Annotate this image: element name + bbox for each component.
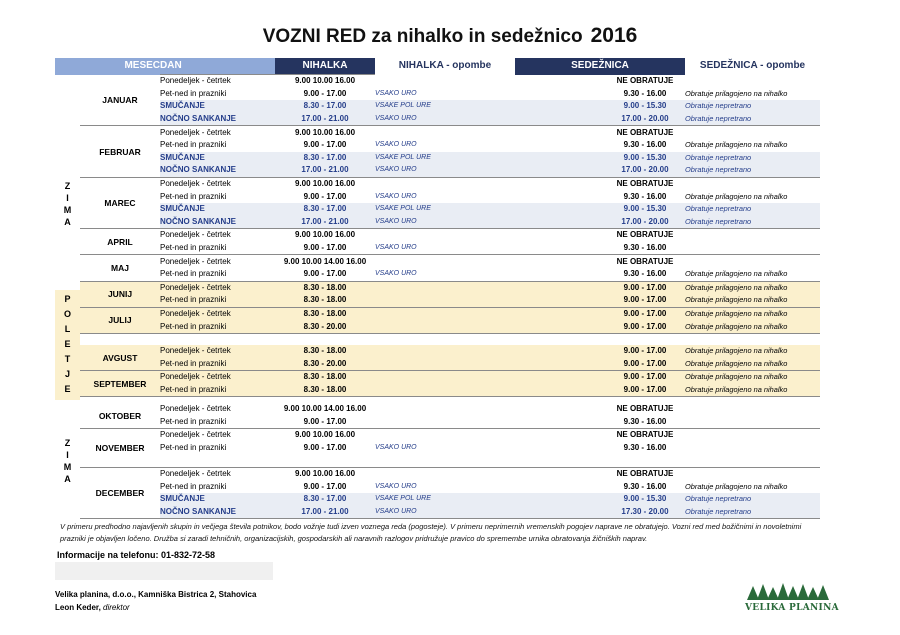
- season-letter: I: [66, 192, 69, 203]
- table-row: [55, 384, 820, 397]
- sedeznica-time: 9.30 - 16.00: [623, 481, 667, 491]
- title-year: 2016: [590, 24, 638, 47]
- sedeznica-time: 9.30 - 16.00: [623, 88, 667, 98]
- mountain-logo-icon: [745, 578, 835, 620]
- title-text: VOZNI RED za nihalko in sedežnico: [262, 26, 583, 47]
- day-label: Pet-ned in prazniki: [160, 320, 275, 333]
- day-label: Pet-ned in prazniki: [160, 88, 227, 98]
- table-row: [55, 152, 820, 165]
- day-label: Ponedeljek - četrtek: [160, 371, 275, 384]
- nihalka-time: 8.30 - 18.00: [275, 294, 375, 307]
- company-name: Velika planina, d.o.o., Kamniška Bistrica 2, Stahovica: [55, 590, 257, 599]
- table-row: [55, 113, 820, 126]
- month-december: DECEMBER: [80, 467, 160, 518]
- nihalka-note: VSAKO URO: [375, 89, 417, 97]
- nihalka-time: 9.00 - 17.00: [303, 443, 347, 453]
- day-label: Pet-ned in prazniki: [160, 268, 275, 281]
- table-row: [55, 481, 820, 494]
- table-row: [55, 467, 820, 480]
- day-label: Ponedeljek - četrtek: [160, 75, 275, 88]
- nihalka-time: 8.30 - 17.00: [275, 203, 375, 216]
- month-oktober: OKTOBER: [80, 403, 160, 429]
- season-letter: I: [66, 449, 69, 460]
- table-row: [55, 229, 820, 242]
- sedeznica-note: Obratuje prilagojeno na nihalko: [685, 320, 820, 333]
- sedeznica-time: 9.00 - 17.00: [605, 281, 685, 294]
- table-row: [55, 190, 820, 203]
- nihalka-time: 8.30 - 18.00: [275, 281, 375, 294]
- season-letter: T: [64, 354, 71, 364]
- table-row: [55, 216, 820, 229]
- nihalka-time: 8.30 - 18.00: [275, 345, 375, 358]
- season-letter: A: [64, 473, 71, 484]
- sedeznica-note: Obratuje nepretrano: [685, 100, 820, 113]
- day-label: Ponedeljek - četrtek: [160, 179, 231, 189]
- header-nihalka: NIHALKA: [275, 58, 375, 75]
- sedeznica-time: 9.30 - 16.00: [605, 242, 685, 255]
- table-row: [55, 294, 820, 307]
- nihalka-time: 9.00 10.00 16.00: [294, 179, 356, 189]
- season-letter: Z: [64, 437, 71, 448]
- month-januar: JANUAR: [80, 75, 160, 126]
- sedeznica-note: Obratuje prilagojeno na nihalko: [685, 358, 820, 371]
- header-sedeznica: SEDEŽNICA: [515, 58, 685, 75]
- nihalka-time: 8.30 - 18.00: [275, 307, 375, 320]
- phone-info: Informacije na telefonu: 01-832-72-58: [57, 550, 216, 560]
- sedeznica-note: Obratuje prilagojeno na nihalko: [685, 307, 820, 320]
- day-label: Pet-ned in prazniki: [160, 294, 275, 307]
- sedeznica-time: NE OBRATUJE: [616, 256, 674, 266]
- nihalka-time: 8.30 - 18.00: [275, 371, 375, 384]
- nihalka-note: VSAKO URO: [375, 242, 515, 255]
- month-junij: JUNIJ: [80, 281, 160, 307]
- day-label: NOČNO SANKANJE: [160, 506, 275, 519]
- day-label: NOČNO SANKANJE: [160, 216, 275, 229]
- table-row: [55, 506, 820, 519]
- nihalka-time: 17.00 - 21.00: [275, 216, 375, 229]
- nihalka-time: 8.30 - 18.00: [275, 384, 375, 397]
- season-poletje: [55, 290, 80, 400]
- sedeznica-time: 17.00 - 20.00: [605, 216, 685, 229]
- season-letter: M: [63, 204, 72, 215]
- company-person: [55, 601, 256, 614]
- month-februar: FEBRUAR: [80, 126, 160, 177]
- day-label: Pet-ned in prazniki: [160, 481, 227, 491]
- header-sedeznica-opombe: SEDEŽNICA - opombe: [685, 58, 820, 75]
- nihalka-note: VSAKO URO: [375, 141, 417, 149]
- day-label: SMUČANJE: [160, 493, 275, 506]
- sedeznica-note: Obratuje nepretrano: [685, 164, 820, 177]
- sedeznica-time: NE OBRATUJE: [616, 127, 674, 137]
- season-letter: A: [64, 216, 71, 227]
- table-row: [55, 164, 820, 177]
- sedeznica-time: 9.00 - 17.00: [605, 320, 685, 333]
- table-row: [55, 203, 820, 216]
- nihalka-time: 8.30 - 17.00: [275, 493, 375, 506]
- sedeznica-time: 9.00 - 15.30: [605, 152, 685, 165]
- table-row: [55, 320, 820, 333]
- day-label: SMUČANJE: [160, 152, 275, 165]
- season-letter: P: [64, 294, 71, 304]
- timetable-continued: [55, 403, 820, 519]
- nihalka-time: 9.00 - 17.00: [275, 268, 375, 281]
- header-mesec: MESEC: [55, 58, 160, 75]
- sedeznica-time: 9.00 - 15.30: [605, 100, 685, 113]
- nihalka-note: VSAKE POL URE: [375, 203, 515, 216]
- table-row: [55, 75, 820, 88]
- sedeznica-time: NE OBRATUJE: [616, 230, 674, 240]
- sedeznica-time: 9.00 - 17.00: [605, 307, 685, 320]
- timetable-summer: [55, 345, 820, 397]
- day-label: SMUČANJE: [160, 100, 275, 113]
- table-row: [55, 100, 820, 113]
- table-row: [55, 242, 820, 255]
- sedeznica-time: 9.30 - 16.00: [623, 191, 667, 201]
- table-row: [55, 268, 820, 281]
- table-row: [55, 403, 820, 416]
- person-name: Leon Keder,: [55, 603, 101, 612]
- day-label: SMUČANJE: [160, 203, 275, 216]
- sedeznica-time: 9.00 - 17.00: [605, 358, 685, 371]
- sedeznica-note: Obratuje nepretrano: [685, 216, 820, 229]
- day-label: Ponedeljek - četrtek: [160, 127, 231, 137]
- nihalka-time: 9.00 10.00 16.00: [275, 75, 375, 88]
- sedeznica-time: NE OBRATUJE: [616, 430, 674, 440]
- nihalka-time: 9.00 10.00 14.00 16.00: [283, 404, 367, 414]
- table-row: [55, 493, 820, 506]
- day-label: Pet-ned in prazniki: [160, 416, 275, 429]
- header-nihalka-opombe: NIHALKA - opombe: [375, 58, 515, 75]
- sedeznica-time: 9.00 - 17.00: [605, 345, 685, 358]
- sedeznica-note: Obratuje nepretrano: [685, 203, 820, 216]
- nihalka-time: 9.00 - 17.00: [303, 140, 347, 150]
- sedeznica-time: 9.00 - 17.00: [605, 384, 685, 397]
- nihalka-time: 9.00 10.00 16.00: [294, 430, 356, 440]
- sedeznica-note: Obratuje prilagojeno na nihalko: [685, 140, 788, 150]
- sedeznica-time: 9.30 - 16.00: [605, 416, 685, 429]
- day-label: Ponedeljek - četrtek: [160, 230, 231, 240]
- logo-text: VELIKA PLANINA: [745, 603, 839, 613]
- sedeznica-note: Obratuje prilagojeno na nihalko: [685, 268, 820, 281]
- footnote: V primeru predhodno najavljenih skupin in večjega števila potnikov, bodo vožnje tudi izven voznega reda (pogosteje). V primeru neprimernih vremenskih pogojev naprave ne obratujejo. Vozni red med božičnimi in novoletnimi prazniki je objavljen ločeno. Družba si zaradi tehničnih, organizacijskih, gospodarskih ali naravnih razlogov pridružuje pravico do spremembe urnika obratovanja žičniških naprav.: [60, 522, 802, 543]
- season-zima-2: [55, 403, 80, 519]
- table-row: [55, 429, 820, 442]
- nihalka-time: 8.30 - 17.00: [275, 152, 375, 165]
- season-letter: M: [63, 461, 72, 472]
- table-row: [55, 371, 820, 384]
- sedeznica-note: [685, 75, 820, 88]
- month-marec: MAREC: [80, 177, 160, 228]
- sedeznica-time: 9.00 - 15.30: [605, 203, 685, 216]
- season-letter: L: [64, 324, 71, 334]
- nihalka-note: VSAKE POL URE: [375, 152, 515, 165]
- sedeznica-note: Obratuje prilagojeno na nihalko: [685, 281, 820, 294]
- nihalka-note: VSAKE POL URE: [375, 493, 515, 506]
- sedeznica-time: NE OBRATUJE: [616, 76, 674, 86]
- sedeznica-note: Obratuje nepretrano: [685, 506, 820, 519]
- nihalka-note: VSAKO URO: [375, 506, 515, 519]
- day-label: Pet-ned in prazniki: [160, 443, 227, 453]
- month-maj: MAJ: [80, 255, 160, 281]
- month-julij: JULIJ: [80, 307, 160, 333]
- day-label: Ponedeljek - četrtek: [160, 307, 275, 320]
- sedeznica-note: Obratuje prilagojeno na nihalko: [685, 294, 820, 307]
- season-letter: E: [64, 339, 71, 349]
- nihalka-time: 9.00 - 17.00: [303, 191, 347, 201]
- sedeznica-time: 9.00 - 15.30: [605, 493, 685, 506]
- season-letter: E: [64, 384, 71, 394]
- nihalka-time: 17.00 - 21.00: [275, 113, 375, 126]
- table-row: [55, 358, 820, 371]
- nihalka-note: VSAKO URO: [375, 216, 515, 229]
- sedeznica-time: 17.30 - 20.00: [605, 506, 685, 519]
- table-row: [55, 345, 820, 358]
- season-letter: J: [64, 369, 70, 379]
- day-label: Ponedeljek - četrtek: [160, 430, 231, 440]
- nihalka-note: VSAKO URO: [375, 444, 417, 452]
- table-row: [55, 88, 820, 101]
- nihalka-note: VSAKO URO: [375, 192, 417, 200]
- table-row: [55, 454, 820, 467]
- day-label: Ponedeljek - četrtek: [160, 404, 231, 414]
- sedeznica-note: Obratuje nepretrano: [685, 113, 820, 126]
- table-row: [55, 442, 820, 455]
- day-label: Ponedeljek - četrtek: [160, 256, 231, 266]
- nihalka-time: 9.00 - 17.00: [303, 88, 347, 98]
- phone-background: [55, 562, 273, 580]
- table-row: [55, 255, 820, 268]
- sedeznica-time: 9.00 - 17.00: [605, 294, 685, 307]
- nihalka-time: 8.30 - 20.00: [275, 320, 375, 333]
- day-label: Ponedeljek - četrtek: [160, 345, 275, 358]
- month-april: APRIL: [80, 229, 160, 255]
- table-row: [55, 177, 820, 190]
- nihalka-note: [375, 75, 515, 88]
- nihalka-time: 9.00 10.00 16.00: [294, 230, 356, 240]
- day-label: Pet-ned in prazniki: [160, 140, 227, 150]
- day-label: Pet-ned in prazniki: [160, 191, 227, 201]
- sedeznica-time: NE OBRATUJE: [616, 469, 674, 479]
- month-avgust: AVGUST: [80, 345, 160, 371]
- nihalka-note: VSAKE POL URE: [375, 100, 515, 113]
- day-label: Ponedeljek - četrtek: [160, 281, 275, 294]
- sedeznica-time: 17.00 - 20.00: [605, 113, 685, 126]
- nihalka-time: 9.00 10.00 14.00 16.00: [283, 256, 367, 266]
- table-row: [55, 281, 820, 294]
- nihalka-time: 8.30 - 20.00: [275, 358, 375, 371]
- sedeznica-note: Obratuje prilagojeno na nihalko: [685, 384, 820, 397]
- nihalka-time: 9.00 - 17.00: [303, 481, 347, 491]
- table-row: [55, 416, 820, 429]
- day-label: Pet-ned in prazniki: [160, 358, 275, 371]
- season-letter: O: [63, 309, 71, 319]
- person-role: direktor: [103, 603, 130, 612]
- nihalka-time: 9.00 10.00 16.00: [294, 127, 356, 137]
- sedeznica-note: Obratuje prilagojeno na nihalko: [685, 481, 788, 491]
- sedeznica-time: 9.30 - 16.00: [623, 443, 667, 453]
- header-dan: DAN: [160, 58, 275, 75]
- nihalka-note: VSAKO URO: [375, 164, 515, 177]
- page-title: [0, 24, 900, 48]
- nihalka-time: 8.30 - 17.00: [275, 100, 375, 113]
- day-label: NOČNO SANKANJE: [160, 164, 275, 177]
- sedeznica-time: 9.30 - 16.00: [623, 140, 667, 150]
- sedeznica-time: NE OBRATUJE: [616, 404, 674, 414]
- table-row: [55, 126, 820, 139]
- sedeznica-time: 9.30 - 16.00: [605, 268, 685, 281]
- day-label: Pet-ned in prazniki: [160, 384, 275, 397]
- table-row: [55, 139, 820, 152]
- sedeznica-time: 17.00 - 20.00: [605, 164, 685, 177]
- timetable: [55, 58, 820, 334]
- nihalka-note: VSAKO URO: [375, 268, 515, 281]
- nihalka-time: 17.00 - 21.00: [275, 506, 375, 519]
- sedeznica-time: 9.00 - 17.00: [605, 371, 685, 384]
- month-november: NOVEMBER: [80, 429, 160, 468]
- sedeznica-time: NE OBRATUJE: [616, 179, 674, 189]
- sedeznica-note: Obratuje prilagojeno na nihalko: [685, 191, 788, 201]
- nihalka-note: VSAKO URO: [375, 482, 417, 490]
- sedeznica-note: Obratuje prilagojeno na nihalko: [685, 371, 820, 384]
- nihalka-time: 9.00 - 17.00: [275, 416, 375, 429]
- header-row: [55, 58, 820, 75]
- day-label: Ponedeljek - četrtek: [160, 469, 231, 479]
- nihalka-time: 9.00 - 17.00: [275, 242, 375, 255]
- month-september: SEPTEMBER: [80, 371, 160, 397]
- nihalka-time: 9.00 10.00 16.00: [294, 469, 356, 479]
- sedeznica-note: Obratuje prilagojeno na nihalko: [685, 88, 788, 98]
- season-letter: Z: [64, 180, 71, 191]
- sedeznica-note: Obratuje prilagojeno na nihalko: [685, 345, 820, 358]
- table-row: [55, 307, 820, 320]
- day-label: NOČNO SANKANJE: [160, 113, 275, 126]
- nihalka-time: 17.00 - 21.00: [275, 164, 375, 177]
- nihalka-note: VSAKO URO: [375, 113, 515, 126]
- sedeznica-note: Obratuje nepretrano: [685, 152, 820, 165]
- sedeznica-note: Obratuje nepretrano: [685, 493, 820, 506]
- day-label: Pet-ned in prazniki: [160, 242, 275, 255]
- company-info: [55, 588, 256, 614]
